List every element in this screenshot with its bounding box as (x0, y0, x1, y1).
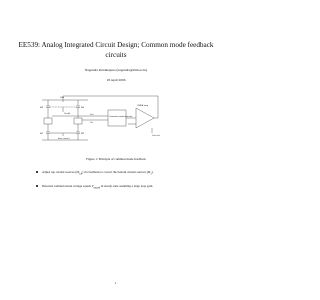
bullet-list (36, 170, 206, 197)
cm-detector-label: Common mode detector (109, 116, 133, 118)
vout-minus-label: Vo- (90, 122, 94, 124)
cmfb-amp-label: CMFB amp (137, 105, 149, 107)
figure-caption: Figure 1: Principle of common mode feedback (86, 157, 146, 161)
vcmfb-label: Vcmfb (64, 113, 71, 115)
vdd-label: Vdd (60, 97, 64, 99)
date-line: 18 April 2006 (106, 78, 126, 82)
bias-label: bias current (58, 138, 70, 140)
cmfb-circuit-figure (30, 92, 190, 150)
circuit-schematic (30, 92, 190, 150)
m1-label: M1 (40, 133, 44, 135)
vout-plus-label: Vo+ (90, 114, 94, 116)
page-number: 1 (114, 281, 117, 285)
m3-label: M3 (40, 107, 44, 109)
cm-detector-block (108, 110, 126, 126)
author-line: Nagendra Krishnapura (nagendra@iitm.ac.in) (84, 68, 148, 72)
cmfb-amplifier (136, 108, 154, 128)
bullet-icon (36, 171, 38, 173)
m2-label: M2 (81, 133, 85, 135)
vcm-ref-label: Vcm,ref (152, 135, 160, 137)
bullet-item: Adjust top current sources $(M_{3,4})$ via feedback to correct the bottom current sources $(M_1)$. (36, 170, 206, 177)
bullet-item: Detected common mode voltage equals $V_{cm,ref}$ in steady state assuming a large loop gain. (36, 184, 206, 191)
bullet-icon (36, 185, 38, 187)
paper-title: EE539: Analog Integrated Circuit Design; Common mode feedback circuits (18, 41, 214, 59)
m4-label: M4 (81, 107, 85, 109)
